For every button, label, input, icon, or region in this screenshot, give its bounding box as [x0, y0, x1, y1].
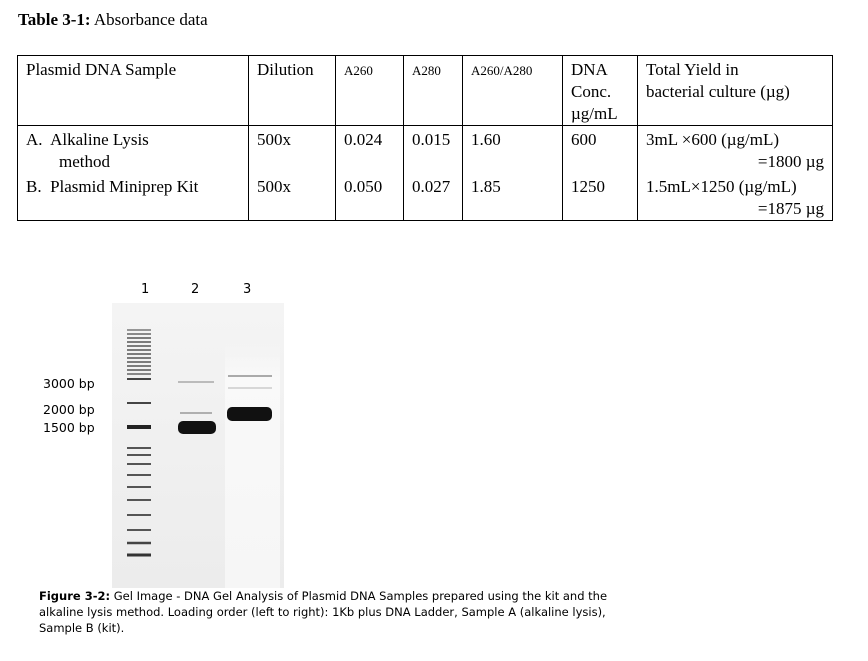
row-b-yield	[638, 173, 833, 221]
figure-caption-label: Figure 3-2:	[39, 589, 111, 603]
lane-3-smear	[225, 341, 280, 588]
header-yield-line2: bacterial culture (µg)	[646, 82, 790, 101]
row-b-sample: B. Plasmid Miniprep Kit	[18, 173, 249, 221]
figure-caption	[39, 588, 629, 636]
header-a280: A280	[404, 56, 463, 126]
header-dilution: Dilution	[249, 56, 336, 126]
table-title-text: Absorbance data	[90, 10, 208, 29]
row-b-a280: 0.027	[404, 173, 463, 221]
gel-image	[112, 303, 284, 588]
row-a-dilution: 500x	[249, 126, 336, 174]
row-a-sample	[18, 126, 249, 174]
row-a-sample-line2: method	[59, 152, 110, 171]
header-sample: Plasmid DNA Sample	[18, 56, 249, 126]
header-conc-line1: DNA	[571, 60, 608, 79]
absorbance-table	[17, 55, 833, 221]
table-row	[18, 173, 833, 221]
row-b-ratio: 1.85	[463, 173, 563, 221]
figure-caption-text: Gel Image - DNA Gel Analysis of Plasmid DNA Samples prepared using the kit and the alkaline lysis method. Loading order (left to right): 1Kb plus DNA Ladder, Sample A (alkaline lysis), Sample B (kit).	[39, 589, 608, 635]
row-b-yield-line1: 1.5mL×1250 (µg/mL)	[646, 177, 797, 196]
row-a-a260: 0.024	[336, 126, 404, 174]
row-a-ratio: 1.60	[463, 126, 563, 174]
header-ratio: A260/A280	[463, 56, 563, 126]
header-yield-line1: Total Yield in	[646, 60, 739, 79]
table-title	[18, 10, 208, 30]
header-yield	[638, 56, 833, 126]
row-b-a260: 0.050	[336, 173, 404, 221]
header-conc-line3: µg/mL	[571, 104, 618, 123]
table-header-row	[18, 56, 833, 126]
marker-label-2000: 2000 bp	[43, 402, 95, 417]
row-b-yield-line2: =1875 µg	[757, 199, 824, 218]
table-title-label: Table 3-1:	[18, 10, 91, 29]
row-a-yield	[638, 126, 833, 174]
row-a-conc: 600	[563, 126, 638, 174]
lane-number-3: 3	[243, 282, 252, 297]
table-row	[18, 126, 833, 174]
row-a-sample-line1: A. Alkaline Lysis	[26, 130, 149, 149]
header-conc	[563, 56, 638, 126]
lane-number-2: 2	[191, 282, 200, 297]
marker-label-1500: 1500 bp	[43, 420, 95, 435]
row-b-dilution: 500x	[249, 173, 336, 221]
row-a-a280: 0.015	[404, 126, 463, 174]
row-b-conc: 1250	[563, 173, 638, 221]
row-a-yield-line1: 3mL ×600 (µg/mL)	[646, 130, 780, 149]
lane-number-1: 1	[141, 282, 150, 297]
header-a260: A260	[336, 56, 404, 126]
row-a-yield-line2: =1800 µg	[757, 152, 824, 171]
header-conc-line2: Conc.	[571, 82, 612, 101]
marker-label-3000: 3000 bp	[43, 376, 95, 391]
